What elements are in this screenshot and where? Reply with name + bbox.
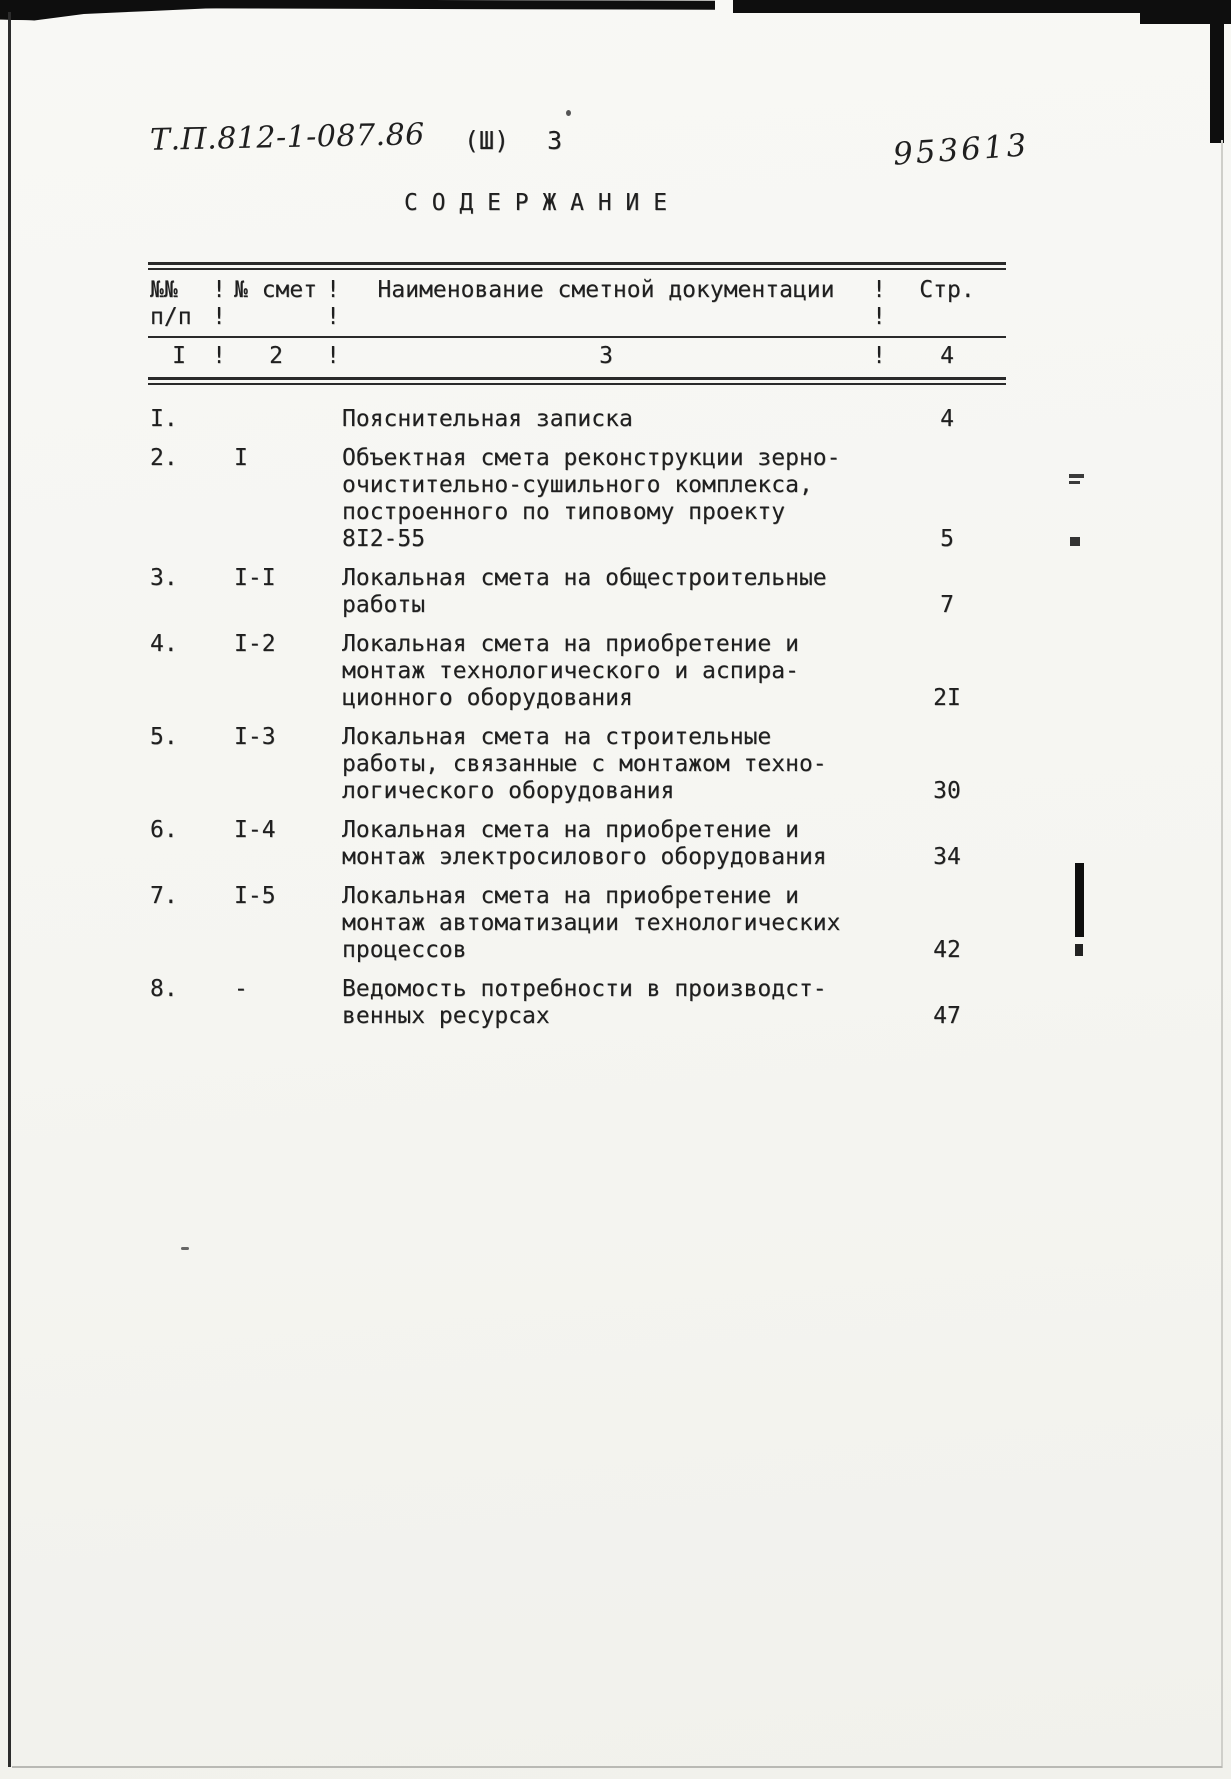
table-row xyxy=(148,406,1006,433)
column-numbers-row xyxy=(148,338,1006,377)
page-ref: 34 xyxy=(933,844,961,870)
table-top-rule xyxy=(148,262,1006,270)
table-header-row xyxy=(148,270,1006,336)
page-ref: 7 xyxy=(940,592,954,618)
column-number: I xyxy=(172,343,186,369)
scan-artifact-right-strip xyxy=(1210,0,1224,143)
header-row-number: №№ п/п xyxy=(150,277,192,330)
document-name: Локальная смета на приобретение и монтаж автоматизации технологических процессов xyxy=(342,883,841,963)
header-document-name: Наименование сметной документации xyxy=(377,277,835,303)
estimate-number: I xyxy=(234,445,248,471)
estimate-number: I-5 xyxy=(234,883,276,909)
table-row xyxy=(148,724,1006,805)
estimate-number: - xyxy=(234,976,248,1002)
column-number: 2 xyxy=(269,343,283,369)
table-row xyxy=(148,883,1006,964)
column-separator: ! ! xyxy=(326,277,340,330)
document-name: Пояснительная записка xyxy=(342,406,633,432)
scan-artifact-right-edge xyxy=(1221,140,1223,1768)
column-number: 4 xyxy=(940,343,954,369)
sheet-number: 3 xyxy=(547,126,563,155)
row-index: 6. xyxy=(150,817,178,843)
scan-artifact-speck xyxy=(566,110,571,116)
scan-artifact-left-edge xyxy=(8,12,11,1767)
row-index: 3. xyxy=(150,565,178,591)
scan-artifact-mark xyxy=(1069,481,1080,484)
estimate-number: I-I xyxy=(234,565,276,591)
column-separator: ! ! xyxy=(872,277,886,330)
column-separator: ! ! xyxy=(212,277,226,330)
column-separator: ! xyxy=(326,343,340,369)
sheet-info xyxy=(464,126,562,155)
header-page: Стр. xyxy=(919,277,975,303)
table-row xyxy=(148,631,1006,712)
column-separator: ! xyxy=(212,343,226,369)
handwritten-inventory-number: 953613 xyxy=(891,127,1031,173)
contents-table xyxy=(148,262,1006,1042)
estimate-number: I-4 xyxy=(234,817,276,843)
scan-artifact-top-edge xyxy=(150,0,715,10)
page-ref: 5 xyxy=(940,526,954,552)
document-code: Т.П.812-1-087.86 xyxy=(149,117,426,158)
page-ref: 30 xyxy=(933,778,961,804)
part-label: (Ш) xyxy=(464,126,510,155)
table-row xyxy=(148,565,1006,619)
estimate-number: I-3 xyxy=(234,724,276,750)
page-ref: 2I xyxy=(933,685,961,711)
row-index: 7. xyxy=(150,883,178,909)
column-number: 3 xyxy=(599,343,613,369)
page-ref: 47 xyxy=(933,1003,961,1029)
page-ref: 42 xyxy=(933,937,961,963)
document-name: Ведомость потребности в производст- венных ресурсах xyxy=(342,976,827,1029)
row-index: I. xyxy=(150,406,178,432)
scan-artifact-mark xyxy=(1069,474,1084,478)
table-body xyxy=(148,385,1006,1030)
table-row xyxy=(148,976,1006,1030)
document-name: Локальная смета на приобретение и монтаж электросилового оборудования xyxy=(342,817,827,870)
scan-artifact-speck xyxy=(181,1247,189,1250)
document-name: Локальная смета на общестроительные работы xyxy=(342,565,827,618)
estimate-number xyxy=(228,406,324,433)
row-index: 8. xyxy=(150,976,178,1002)
row-index: 4. xyxy=(150,631,178,657)
header-estimate-number: № смет xyxy=(234,277,318,303)
row-index: 2. xyxy=(150,445,178,471)
table-row xyxy=(148,445,1006,553)
document-name: Локальная смета на приобретение и монтаж технологического и аспира- ционного оборудования xyxy=(342,631,799,711)
page-ref: 4 xyxy=(940,406,954,432)
row-index: 5. xyxy=(150,724,178,750)
table-rule xyxy=(148,377,1006,385)
table-row xyxy=(148,817,1006,871)
scan-artifact-mark xyxy=(1070,537,1080,546)
estimate-number: I-2 xyxy=(234,631,276,657)
scan-artifact-bottom-edge xyxy=(12,1766,1222,1768)
scan-artifact-mark xyxy=(1075,944,1083,956)
page-title: С О Д Е Р Ж А Н И Е xyxy=(404,190,668,216)
document-name: Объектная смета реконструкции зерно- очистительно-сушильного комплекса, построенного по типовому проекту 8I2-55 xyxy=(342,445,841,552)
scan-artifact-mark xyxy=(1075,863,1084,937)
document-name: Локальная смета на строительные работы, связанные с монтажом техно- логического оборудования xyxy=(342,724,827,804)
column-separator: ! xyxy=(872,343,886,369)
